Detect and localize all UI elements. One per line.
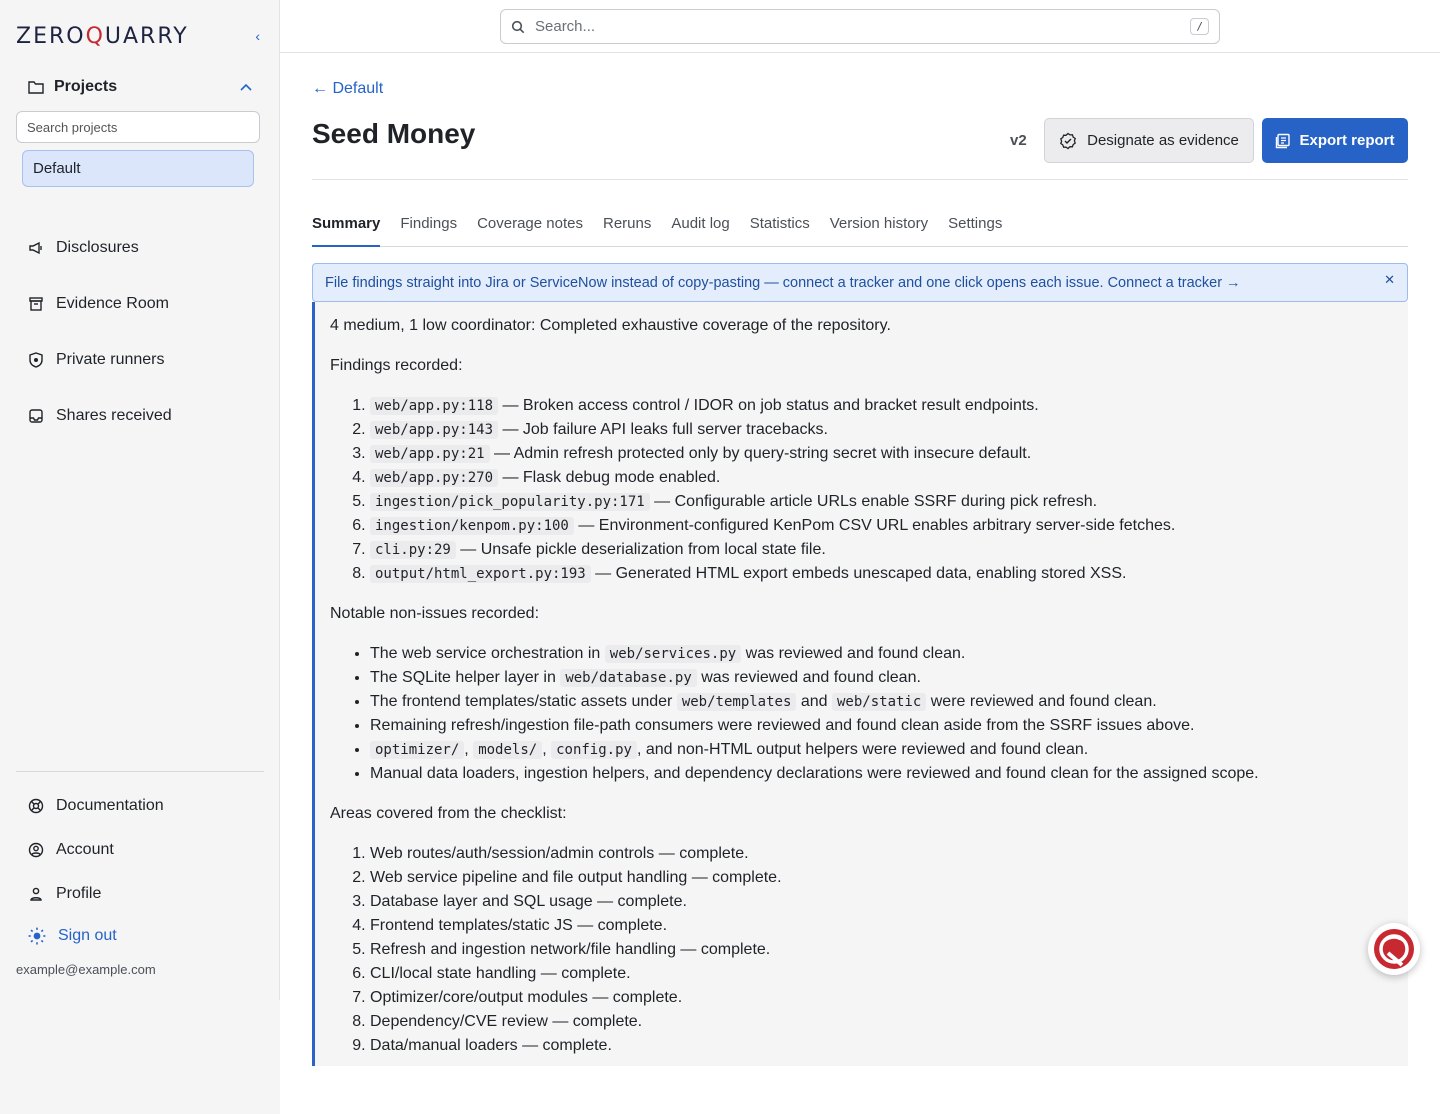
tab-settings[interactable]: Settings xyxy=(948,215,1003,232)
projects-header[interactable] xyxy=(28,74,252,100)
megaphone-icon xyxy=(28,240,44,256)
banner-text[interactable]: File findings straight into Jira or ServiceNow instead of copy-pasting — connect a tracker and one click opens each issue. Connect a tracker → xyxy=(325,274,1241,291)
tab-bar xyxy=(312,213,1408,247)
global-search-input[interactable] xyxy=(535,18,1180,35)
assistant-launcher-button[interactable] xyxy=(1368,923,1420,975)
nonissue-item: • The frontend templates/static assets under web/templates and web/static were reviewed and found clean. xyxy=(370,690,1408,714)
nonissue-item: • The web service orchestration in web/services.py was reviewed and found clean. xyxy=(370,642,1408,666)
tab-version-history[interactable]: Version history xyxy=(829,215,929,232)
tab-reruns[interactable]: Reruns xyxy=(602,215,652,232)
tab-statistics[interactable]: Statistics xyxy=(749,215,810,232)
checklist-item: 8. Dependency/CVE review — complete. xyxy=(370,1010,1408,1034)
export-label: Export report xyxy=(1299,132,1395,149)
pickaxe-logo-icon xyxy=(1372,927,1416,971)
checklist-item: 6. CLI/local state handling — complete. xyxy=(370,962,1408,986)
summary-intro: 4 medium, 1 low coordinator: Completed exhaustive coverage of the repository. xyxy=(330,317,891,334)
designate-label: Designate as evidence xyxy=(1087,132,1239,149)
sign-out-label: Sign out xyxy=(58,927,117,944)
global-search[interactable] xyxy=(500,9,1220,44)
page-title: Seed Money xyxy=(312,118,476,149)
nav-label: Account xyxy=(56,841,114,858)
back-link[interactable]: ← Default xyxy=(312,80,384,97)
tab-summary[interactable]: Summary xyxy=(312,213,380,247)
project-item-default[interactable]: Default xyxy=(22,150,254,187)
nav-label: Shares received xyxy=(56,407,172,424)
nav-private-runners[interactable] xyxy=(28,351,165,369)
chevron-up-icon[interactable] xyxy=(240,83,252,91)
checklist-heading: Areas covered from the checklist: xyxy=(330,805,567,822)
nav-documentation[interactable] xyxy=(28,797,164,815)
user-circle-icon xyxy=(28,842,44,858)
nav-label: Disclosures xyxy=(56,239,139,256)
checklist-item: 2. Web service pipeline and file output handling — complete. xyxy=(370,866,1408,890)
findings-heading: Findings recorded: xyxy=(330,357,463,374)
checklist-item: 5. Refresh and ingestion network/file handling — complete. xyxy=(370,938,1408,962)
search-projects-input[interactable] xyxy=(16,111,260,143)
summary-content xyxy=(312,302,1408,1066)
finding-item: 1. web/app.py:118 — Broken access control / IDOR on job status and bracket result endpoints. xyxy=(370,394,1408,418)
projects-title: Projects xyxy=(54,78,118,95)
sidebar-divider xyxy=(16,771,264,772)
findings-list xyxy=(370,394,1408,586)
tab-audit-log[interactable]: Audit log xyxy=(671,215,730,232)
tab-findings[interactable]: Findings xyxy=(400,215,458,232)
checklist-item: 4. Frontend templates/static JS — complete. xyxy=(370,914,1408,938)
finding-item: 4. web/app.py:270 — Flask debug mode enabled. xyxy=(370,466,1408,490)
archive-icon xyxy=(28,296,44,312)
report-icon xyxy=(1275,133,1291,149)
version-badge: v2 xyxy=(1010,132,1027,149)
header-divider xyxy=(312,179,1408,180)
nav-profile[interactable] xyxy=(28,885,101,903)
zeroquarry-logo[interactable]: ZEROQUARRY xyxy=(16,23,189,49)
nav-shares-received[interactable] xyxy=(28,407,172,425)
nav-evidence-room[interactable] xyxy=(28,295,169,313)
search-shortcut-hint: / xyxy=(1190,18,1209,35)
inbox-icon xyxy=(28,408,44,424)
sidebar-footer-fill xyxy=(0,1000,280,1114)
user-email: example@example.com xyxy=(16,962,156,977)
nonissue-item: • Manual data loaders, ingestion helpers, and dependency declarations were reviewed and found clean for the assigned scope. xyxy=(370,762,1408,786)
nav-disclosures[interactable] xyxy=(28,239,139,257)
finding-item: 7. cli.py:29 — Unsafe pickle deserialization from local state file. xyxy=(370,538,1408,562)
nonissue-item: • optimizer/ , models/ , config.py , and non-HTML output helpers were reviewed and found clean. xyxy=(370,738,1408,762)
checklist-item: 1. Web routes/auth/session/admin controls — complete. xyxy=(370,842,1408,866)
topbar xyxy=(280,0,1440,53)
sun-icon xyxy=(28,927,46,945)
checklist-item: 7. Optimizer/core/output modules — complete. xyxy=(370,986,1408,1010)
search-icon xyxy=(511,20,525,34)
collapse-sidebar-icon[interactable]: ‹ xyxy=(255,28,260,44)
nav-label: Profile xyxy=(56,885,102,902)
sidebar xyxy=(0,0,280,1000)
checklist-list xyxy=(370,842,1408,1058)
main-content xyxy=(280,53,1440,1114)
finding-item: 5. ingestion/pick_popularity.py:171 — Configurable article URLs enable SSRF during pick refresh. xyxy=(370,490,1408,514)
finding-item: 8. output/html_export.py:193 — Generated HTML export embeds unescaped data, enabling stored XSS. xyxy=(370,562,1408,586)
folder-icon xyxy=(28,80,44,94)
tracker-banner xyxy=(312,263,1408,302)
lifebuoy-icon xyxy=(28,798,44,814)
shield-icon xyxy=(28,352,44,368)
close-icon[interactable]: ✕ xyxy=(1384,271,1395,287)
nonissues-list xyxy=(370,642,1408,786)
tab-coverage-notes[interactable]: Coverage notes xyxy=(477,215,583,232)
nav-label: Evidence Room xyxy=(56,295,169,312)
user-icon xyxy=(28,886,44,902)
export-report-button[interactable] xyxy=(1262,118,1408,163)
nonissue-item: • The SQLite helper layer in web/database.py was reviewed and found clean. xyxy=(370,666,1408,690)
badge-check-icon xyxy=(1059,132,1077,150)
finding-item: 2. web/app.py:143 — Job failure API leaks full server tracebacks. xyxy=(370,418,1408,442)
designate-evidence-button[interactable] xyxy=(1044,118,1254,163)
nonissues-heading: Notable non-issues recorded: xyxy=(330,605,540,622)
nav-label: Private runners xyxy=(56,351,165,368)
finding-item: 6. ingestion/kenpom.py:100 — Environment-configured KenPom CSV URL enables arbitrary server-side fetches. xyxy=(370,514,1408,538)
checklist-item: 3. Database layer and SQL usage — complete. xyxy=(370,890,1408,914)
sign-out-button[interactable] xyxy=(28,927,117,945)
logo-row xyxy=(16,18,264,54)
finding-item: 3. web/app.py:21 — Admin refresh protected only by query-string secret with insecure default. xyxy=(370,442,1408,466)
nav-label: Documentation xyxy=(56,797,164,814)
checklist-item: 9. Data/manual loaders — complete. xyxy=(370,1034,1408,1058)
nonissue-item: • Remaining refresh/ingestion file-path consumers were reviewed and found clean aside from the SSRF issues above. xyxy=(370,714,1408,738)
nav-account[interactable] xyxy=(28,841,114,859)
